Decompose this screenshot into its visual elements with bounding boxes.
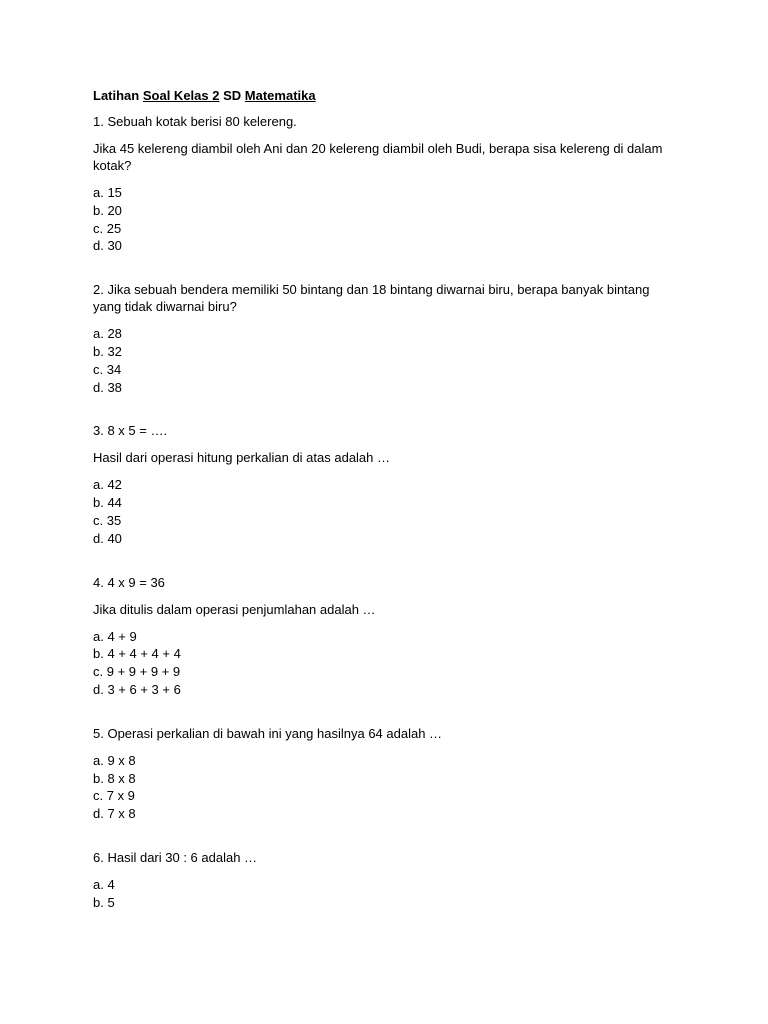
- option-item: d. 3 + 6 + 3 + 6: [93, 681, 181, 697]
- title-part-soal-kelas: Soal Kelas 2: [142, 88, 220, 103]
- option-item: a. 28: [93, 326, 122, 342]
- title-part-matematika: Matematika: [244, 88, 316, 103]
- question-3: [93, 422, 688, 547]
- option-item: a. 4: [93, 876, 115, 892]
- option-item: a. 15: [93, 185, 122, 200]
- document-title: [93, 87, 688, 104]
- question-2-options: [93, 325, 688, 396]
- question-5-line-1: 5. Operasi perkalian di bawah ini yang hasilnya 64 adalah …: [93, 725, 443, 741]
- option-item: d. 38: [93, 379, 122, 395]
- option-item: c. 7 x 9: [93, 788, 135, 804]
- option-item: b. 8 x 8: [93, 770, 136, 786]
- question-4-options: [93, 628, 688, 699]
- option-item: c. 25: [93, 220, 122, 236]
- option-item: b. 20: [93, 202, 122, 218]
- title-part-latihan: Latihan: [93, 88, 140, 103]
- question-1-line-1: 1. Sebuah kotak berisi 80 kelereng.: [93, 114, 297, 129]
- option-item: c. 9 + 9 + 9 + 9: [93, 664, 181, 680]
- question-4-line-1: 4. 4 x 9 = 36: [93, 574, 165, 590]
- option-item: a. 9 x 8: [93, 752, 136, 768]
- question-2-line-1: 2. Jika sebuah bendera memiliki 50 bintang dan 18 bintang diwarnai biru, berapa banyak bintang yang tidak diwarnai biru?: [93, 282, 650, 315]
- option-item: c. 35: [93, 512, 122, 528]
- title-part-sd: SD: [223, 88, 242, 103]
- question-6-options: [93, 876, 688, 912]
- option-item: c. 34: [93, 361, 122, 377]
- option-item: d. 40: [93, 530, 122, 546]
- question-3-options: [93, 476, 688, 547]
- question-2: [93, 281, 688, 396]
- question-1-options: [93, 184, 688, 255]
- option-item: a. 4 + 9: [93, 628, 137, 644]
- option-item: a. 42: [93, 477, 122, 493]
- question-3-line-1: 3. 8 x 5 = ….: [93, 423, 168, 439]
- option-item: d. 7 x 8: [93, 806, 136, 822]
- question-6-line-1: 6. Hasil dari 30 : 6 adalah …: [93, 849, 258, 865]
- option-item: b. 44: [93, 495, 122, 511]
- question-5: [93, 725, 688, 823]
- option-item: b. 5: [93, 894, 115, 910]
- question-4: [93, 574, 688, 699]
- option-item: b. 4 + 4 + 4 + 4: [93, 646, 181, 662]
- question-5-options: [93, 752, 688, 823]
- question-1: [93, 113, 688, 255]
- question-6: [93, 849, 688, 912]
- option-item: b. 32: [93, 343, 122, 359]
- question-4-line-2: Jika ditulis dalam operasi penjumlahan adalah …: [93, 601, 376, 617]
- option-item: d. 30: [93, 238, 122, 254]
- question-3-line-2: Hasil dari operasi hitung perkalian di atas adalah …: [93, 450, 391, 466]
- question-1-line-2: Jika 45 kelereng diambil oleh Ani dan 20 kelereng diambil oleh Budi, berapa sisa kelereng di dalam kotak?: [93, 141, 663, 173]
